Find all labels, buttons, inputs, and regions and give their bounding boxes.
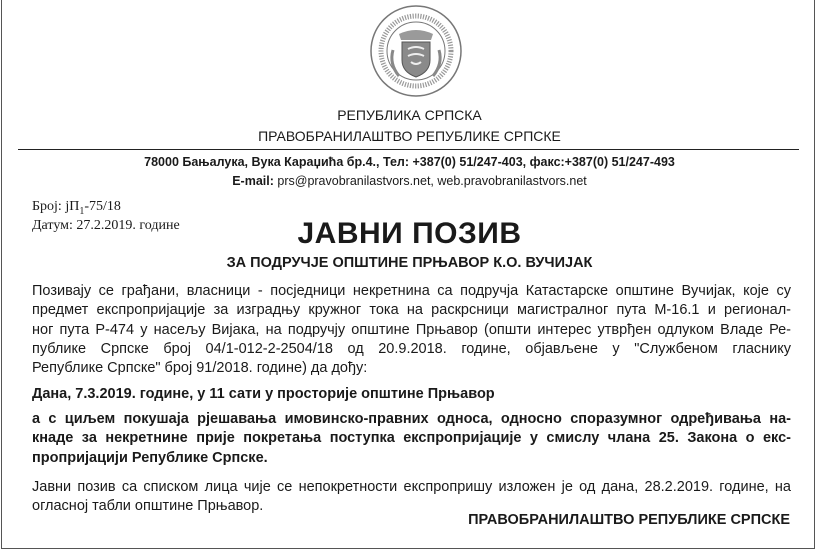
paragraph-line: предмет експропријације за изградњу кружног тока на раскрсници магистралног пута М-16.1 и регионал-: [32, 302, 791, 319]
coat-of-arms-seal-icon: [369, 4, 463, 98]
signature: ПРАВОБРАНИЛАШТВО РЕПУБЛИКЕ СРПСКЕ: [468, 512, 790, 528]
document-date: Датум: 27.2.2019. године: [32, 218, 180, 233]
paragraph-line: ног пута Р-474 у насељу Вијака, на подручју општине Прњавор (општи интерес утврђен одлуком Владе Ре-: [32, 321, 791, 338]
paragraph-line: Републике Српске" број 91/2018. године) да дођу:: [32, 360, 368, 377]
contact-email: [0, 174, 819, 188]
paragraph-line: пропријацији Републике Српске.: [32, 449, 268, 466]
office-address: 78000 Бањалука, Вука Караџића бр.4., Тел: +387(0) 51/247-403, факс:+387(0) 51/247-493: [144, 155, 675, 169]
page-subtitle: ЗА ПОДРУЧЈЕ ОПШТИНЕ ПРЊАВОР К.О. ВУЧИЈАК: [226, 255, 593, 271]
republic-heading: РЕПУБЛИКА СРПСКА: [337, 107, 482, 123]
meeting-date-paragraph: [32, 385, 791, 404]
invitation-paragraph: [32, 282, 791, 378]
paragraph-line: кнаде за некретнине прије покретања поступка експропријације у смислу члана 25. Закона о екс-: [32, 430, 791, 447]
purpose-paragraph: [32, 410, 791, 468]
office-heading: ПРАВОБРАНИЛАШТВО РЕПУБЛИКЕ СРПСКЕ: [258, 128, 561, 144]
number-subscript: 1: [79, 205, 85, 217]
header-divider: [18, 149, 799, 150]
email-label: E-mail:: [232, 174, 274, 188]
number-label: Број: јП: [32, 199, 80, 214]
paragraph-line: Позивају се грађани, власници - посједници некретнина са подручја Катастарске општине Вучијак, које су: [32, 283, 791, 299]
paragraph-line: публике Српске број 04/1-012-2-2504/18 од 20.9.2018. године, објављене у "Службеном гласнику: [32, 340, 791, 357]
paragraph-line: Јавни позив са списком лица чије се непокретности експропришу изложен је од дана, 28.2.2019. године, на: [32, 479, 791, 495]
page-title: ЈАВНИ ПОЗИВ: [297, 217, 522, 250]
number-value: -75/18: [84, 199, 121, 214]
document-number: [32, 199, 121, 217]
paragraph-line: Дана, 7.3.2019. године, у 11 сати у просторије општине Прњавор: [32, 386, 495, 402]
notice-paragraph: [32, 478, 791, 517]
email-value: prs@pravobranilastvors.net, web.pravobranilastvors.net: [277, 174, 587, 188]
paragraph-line: а с циљем покушаја рјешавања имовинско-правних односа, односно споразумног одређивања на-: [32, 411, 791, 427]
paragraph-line: огласној табли општине Прњавор.: [32, 498, 264, 515]
